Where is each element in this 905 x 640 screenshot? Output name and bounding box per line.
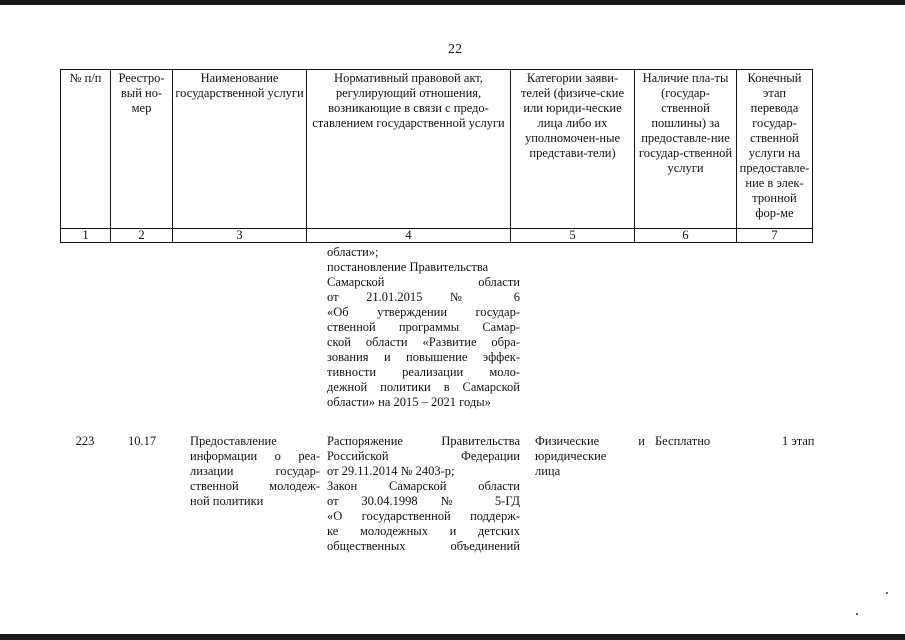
text-line: «Об утверждении государ- [327, 305, 520, 319]
page-number: 22 [448, 42, 462, 57]
text-line: от 21.01.2015 № 6 [327, 290, 520, 304]
service-name [190, 434, 320, 509]
text-line: от 30.04.1998 № 5-ГД [327, 494, 520, 508]
text-line: от 29.11.2014 № 2403-р; [327, 464, 455, 478]
services-table-header [60, 69, 813, 243]
text-line: ственной молодеж- [190, 479, 320, 493]
column-number-2: 2 [111, 229, 173, 243]
text-line: Физические и [535, 434, 645, 448]
text-line: Распоряжение Правительства [327, 434, 520, 448]
column-number-5: 5 [511, 229, 635, 243]
column-number-4: 4 [307, 229, 511, 243]
column-number-1: 1 [61, 229, 111, 243]
final-stage: 1 этап [782, 434, 815, 448]
header-fee: Наличие пла-ты (государ-ственной пошлины) за предоставле-ние государ-ственной услуги [635, 70, 737, 229]
text-line: постановление Правительства [327, 260, 489, 274]
header-applicants: Категории заяви-телей (физиче-ские или юриди-ческие лица либо их уполномочен-ные представи-тели) [511, 70, 635, 229]
text-line: ственной программы Самар- [327, 320, 520, 334]
column-number-7: 7 [737, 229, 813, 243]
header-legal-act: Нормативный правовой акт, регулирующий отношения, возникающие в связи с предо-ставлением государственной услуги [307, 70, 511, 229]
legal-acts [327, 434, 520, 554]
fee-status: Бесплатно [655, 434, 711, 448]
text-line: информации о реа- [190, 449, 320, 463]
text-line: ке молодежных и детских [327, 524, 520, 538]
column-number-6: 6 [635, 229, 737, 243]
text-line: дежной политики в Самарской [327, 380, 520, 394]
header-registry: Реестро-вый но-мер [111, 70, 173, 229]
text-line: Закон Самарской области [327, 479, 520, 493]
text-line: области»; [327, 245, 379, 259]
bottom-border [0, 634, 905, 640]
text-line: тивности реализации моло- [327, 365, 520, 379]
text-line: юридические [535, 449, 607, 463]
text-line: ской области «Развитие обра- [327, 335, 520, 349]
text-line: Предоставление [190, 434, 277, 448]
text-line: лица [535, 464, 561, 478]
header-final-stage: Конечный этап перевода государ-ственной услуги на предоставле-ние в элек-тронной фор-ме [737, 70, 813, 229]
text-line: Самарской области [327, 275, 520, 289]
text-line: общественных объединений [327, 539, 520, 553]
text-line: области» на 2015 – 2021 годы» [327, 395, 491, 409]
text-line: Российской Федерации [327, 449, 520, 463]
row-number: 223 [75, 434, 95, 448]
scan-speck [856, 613, 858, 615]
header-service-name: Наименование государственной услуги [173, 70, 307, 229]
top-border [0, 0, 905, 5]
text-line: ной политики [190, 494, 264, 508]
text-line: зования и повышение эффек- [327, 350, 520, 364]
header-number: № п/п [61, 70, 111, 229]
text-line: «О государственной поддерж- [327, 509, 520, 523]
scan-speck [886, 592, 888, 594]
registry-number: 10.17 [127, 434, 157, 448]
column-number-3: 3 [173, 229, 307, 243]
text-line: лизации государ- [190, 464, 320, 478]
legal-act-continuation [327, 245, 520, 410]
applicant-categories [535, 434, 645, 479]
